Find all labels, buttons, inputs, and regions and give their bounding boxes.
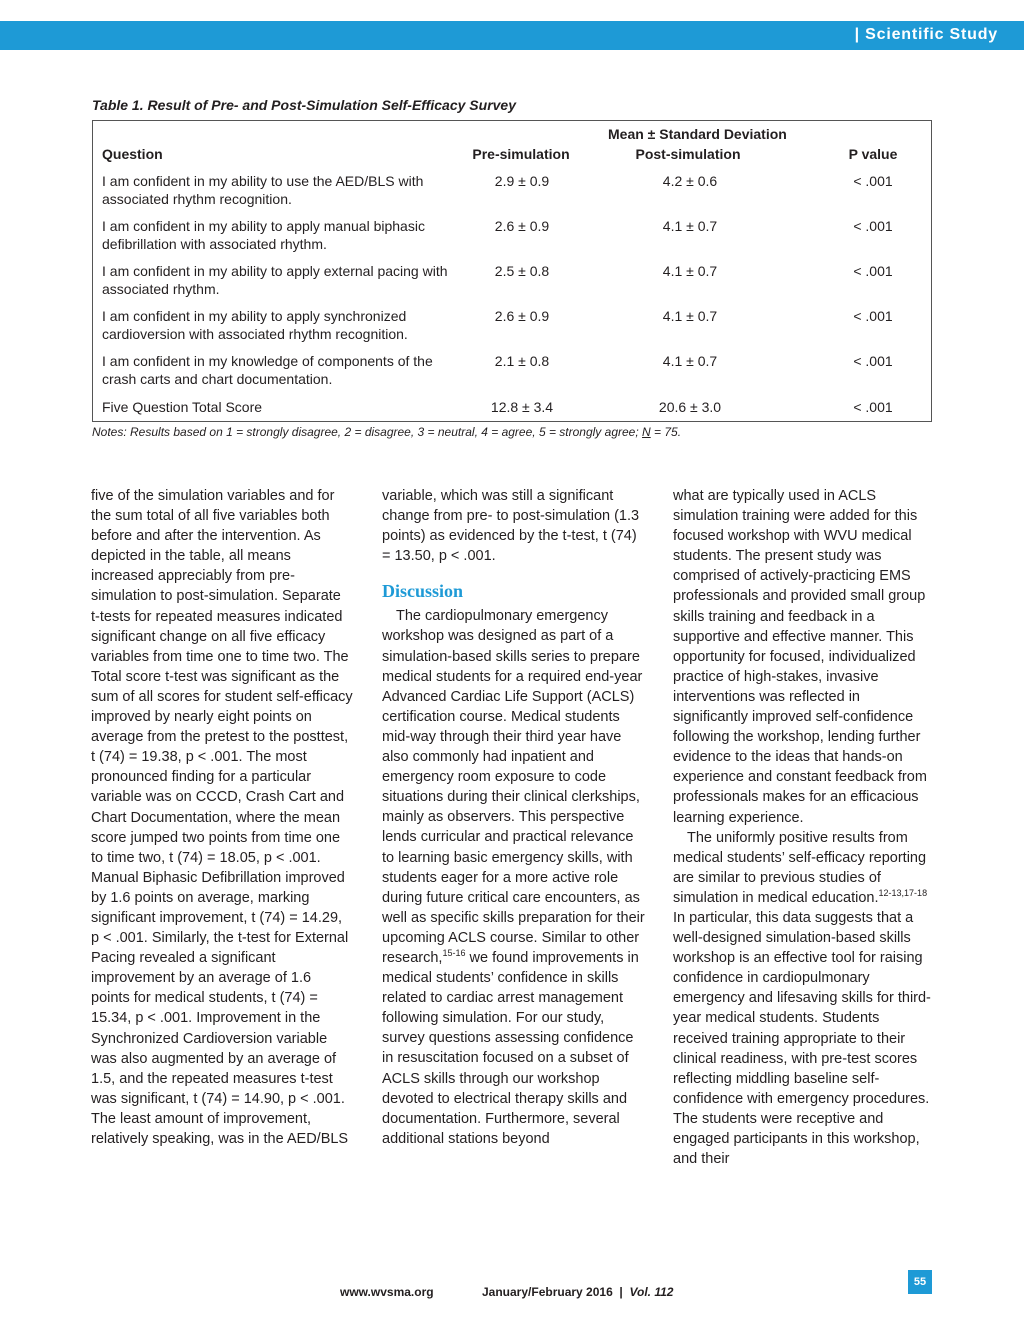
row-question: I am confident in my ability to apply manual biphasic defibrillation with associated rhythm. — [102, 218, 425, 252]
row-pre: 2.5 ± 0.8 — [494, 263, 550, 279]
row-p: < .001 — [853, 218, 893, 234]
header-p: P value — [848, 146, 898, 162]
notes-text-end: = 75. — [650, 425, 682, 439]
section-label: | Scientific Study — [854, 26, 998, 43]
notes-n: N — [642, 425, 651, 439]
footer-site: www.wvsma.org — [340, 1285, 434, 1299]
footer-volume: Vol. 112 — [629, 1285, 674, 1299]
row-p: < .001 — [853, 399, 893, 415]
discussion-text-2-cont: In particular, this data suggests that a well-designed simulation-based skills workshop is an effective tool for raising confidence in cardiopulmonary emergency and lifesaving skills for third-year medical students. Students received training appropriate to their clinical readiness, with pre-test scores reflecting middling baseline self-confidence with emergency procedures. The students were receptive and engaged participants in this workshop, and their — [673, 909, 931, 1168]
header-question: Question — [102, 146, 163, 162]
results-paragraph: five of the simulation variables and for the sum total of all five variables both before and after the intervention. As depicted in the table, all means increased appreciably from pre-simulation to post-simulation. Separate t-tests for repeated measures indicated significant change on all five efficacy variables from time one to time two. The Total score t-test was significant as the sum of all scores for student self-efficacy improved by nearly eight points on average from the pretest to the posttest, t (74) = 19.38, p < .001. The most pronounced finding for a particular variable was on CCCD, Crash Cart and Chart Documentation, where the mean score jumped two points from time one to time two, t (74) = 18.05, p < .001. Manual Biphasic Defibrillation improved by 1.6 points on average, marking significant improvement, t (74) = 14.29, p < .001. Similarly, the t-test for External Pacing revealed a significant improvement by an average of 1.6 points for medical students, t (74) = 15.34, p < .001. Improvement in the Synchronized Cardioversion variable was also augmented by an average of 1.5, and the repeated measures t-test was significant, t (74) = 14.90, p < .001. The least amount of improvement, relatively speaking, was in the AED/BLS — [91, 488, 353, 1147]
discussion-text-2: The uniformly positive results from medical students’ self-efficacy reporting are similar to previous studies of simulation in medical education. — [673, 829, 927, 906]
row-post: 4.1 ± 0.7 — [662, 308, 718, 324]
row-question: Five Question Total Score — [102, 399, 263, 415]
discussion-text-cont: we found improvements in medical students’ confidence in skills related to cardiac arrest management following simulation. For our study, survey questions assessing confidence in resuscitation focused on a subset of ACLS skills through our workshop devoted to electrical therapy skills and documentation. Furthermore, several additional stations beyond — [382, 949, 639, 1147]
row-question: I am confident in my ability to use the AED/BLS with associated rhythm recognition. — [102, 173, 424, 207]
row-p: < .001 — [853, 353, 893, 369]
row-p: < .001 — [853, 173, 893, 189]
row-pre: 2.6 ± 0.9 — [494, 308, 550, 324]
footer-issue — [482, 1285, 673, 1299]
group-header: Mean ± Standard Deviation — [608, 126, 787, 142]
row-pre: 2.9 ± 0.9 — [494, 173, 550, 189]
row-pre: 12.8 ± 3.4 — [490, 399, 554, 415]
discussion-text: The cardiopulmonary emergency workshop was designed as part of a simulation-based skills series to prepare medical students for a required end-year Advanced Cardiac Life Support (ACLS) certification course. Medical students mid-way through their third year have also commonly had inpatient and emergency room exposure to code situations during their clinical clerkships, mainly as observers. This perspective lends curricular and practical relevance to learning basic emergency skills, with students eager for a more active role during future critical care encounters, as well as specific skills preparation for their upcoming ACLS course. Similar to other research, — [382, 608, 645, 966]
table-caption: Table 1. Result of Pre- and Post-Simulation Self-Efficacy Survey — [92, 97, 516, 113]
row-question: I am confident in my ability to apply external pacing with associated rhythm. — [102, 263, 448, 297]
table-notes — [92, 425, 681, 439]
notes-text: Notes: Results based on 1 = strongly disagree, 2 = disagree, 3 = neutral, 4 = agree, 5 = strongly agree; — [92, 425, 643, 439]
row-post: 4.1 ± 0.7 — [662, 353, 718, 369]
footer-issue-text: January/February 2016 | — [482, 1285, 630, 1299]
row-p: < .001 — [853, 263, 893, 279]
results-table — [92, 120, 932, 422]
header-post: Post-simulation — [635, 146, 741, 162]
citation-ref-2: 12-13,17-18 — [878, 888, 928, 899]
header-pre: Pre-simulation — [472, 146, 570, 162]
row-question: I am confident in my knowledge of components of the crash carts and chart documentation. — [102, 353, 433, 387]
results-paragraph-end: variable, which was still a significant change from pre- to post-simulation (1.3 points) as evidenced by the t-test, t (74) = 13.50, p < .001. — [382, 488, 640, 565]
discussion-paragraph-cont: what are typically used in ACLS simulation training were added for this focused workshop with WVU medical students. The present study was comprised of actively-practicing EMS professionals and provided small group skills training and feedback in a supportive and effective manner. This opportunity for focused, individualized practice of high-stakes, invasive interventions was reflected in significantly improved self-confidence following the workshop, lending further evidence to the ideas that hands-on experience and constant feedback from professionals makes for an efficacious learning experience. — [673, 488, 927, 826]
body-column-2 — [382, 486, 648, 1149]
row-post: 4.2 ± 0.6 — [662, 173, 718, 189]
row-pre: 2.1 ± 0.8 — [494, 353, 550, 369]
discussion-paragraph — [382, 606, 648, 1149]
row-pre: 2.6 ± 0.9 — [494, 218, 550, 234]
header-bar — [0, 21, 1024, 50]
row-post: 20.6 ± 3.0 — [658, 399, 722, 415]
page-number: 55 — [908, 1270, 932, 1294]
body-column-1 — [91, 486, 353, 1149]
row-p: < .001 — [853, 308, 893, 324]
row-question: I am confident in my ability to apply synchronized cardioversion with associated rhythm recognition. — [102, 308, 408, 342]
row-post: 4.1 ± 0.7 — [662, 218, 718, 234]
citation-ref: 15-16 — [442, 948, 466, 959]
row-post: 4.1 ± 0.7 — [662, 263, 718, 279]
body-column-3 — [673, 486, 935, 1169]
discussion-heading: Discussion — [382, 581, 464, 602]
discussion-paragraph-2 — [673, 828, 935, 1170]
